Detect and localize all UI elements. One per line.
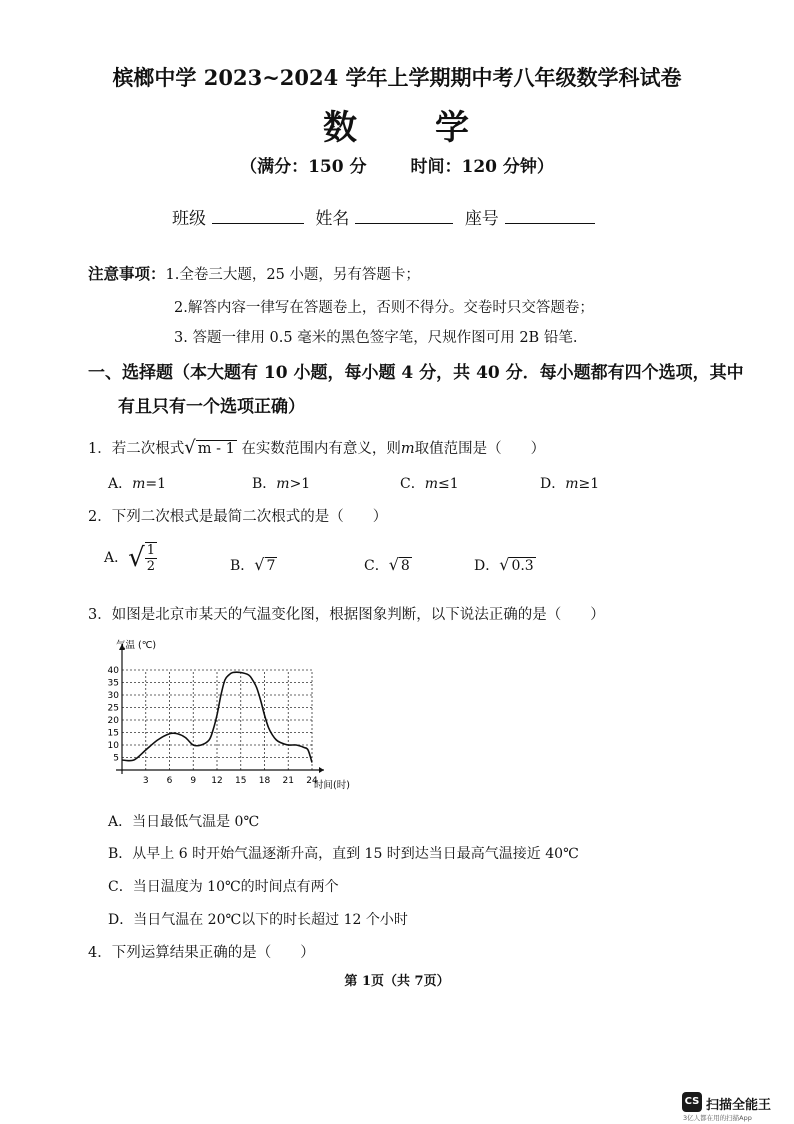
q1-radical: m - 1 — [197, 441, 235, 457]
y-tick-label: 20 — [107, 716, 119, 726]
x-tick-label: 18 — [258, 776, 271, 786]
x-tick-label: 9 — [190, 776, 197, 786]
y-tick-label: 30 — [107, 691, 119, 701]
temperature-chart — [96, 634, 376, 800]
x-tick-label: 12 — [211, 776, 223, 786]
q2-option-b: B．√ 7 — [230, 555, 276, 574]
x-tick-label: 21 — [282, 776, 294, 786]
q1-option-a: A．m=1 — [108, 476, 167, 492]
exam-title: 槟榔中学 2023~2024 学年上学期期中考八年级数学科试卷 — [112, 65, 682, 90]
q3-option-a: A．当日最低气温是 0℃ — [108, 814, 260, 830]
q3-option-b: B．从早上 6 时开始气温逐渐升高，直到 15 时到达当日最高气温接近 40℃ — [108, 846, 579, 862]
q1-option-b: B．m>1 — [252, 476, 311, 492]
student-info-fields — [172, 204, 601, 229]
y-tick-label: 35 — [107, 678, 119, 689]
scanner-logo: CS — [682, 1092, 702, 1112]
question-2: 2．下列二次根式是最简二次根式的是（ ） — [88, 509, 388, 525]
x-tick-label: 15 — [235, 776, 247, 786]
x-tick-label: 3 — [142, 776, 149, 786]
scanner-tagline: 3亿人都在用的扫描App — [683, 1114, 752, 1122]
y-axis-label: 气温 (℃) — [116, 640, 157, 651]
y-tick-label: 10 — [107, 741, 119, 751]
exam-meta — [0, 152, 794, 177]
scanner-name: 扫描全能王 — [706, 1098, 772, 1113]
y-tick-label: 25 — [107, 703, 119, 714]
notice-heading: 注意事项：1.全卷三大题，25 小题，另有答题卡； — [88, 264, 420, 283]
q1-option-c: C．m≤1 — [400, 476, 459, 492]
section-heading-cont: 有且只有一个选项正确） — [118, 397, 305, 417]
q2-option-c: C．√ 8 — [364, 555, 410, 574]
name-blank — [355, 209, 453, 224]
q3-option-c: C．当日温度为 10℃的时间点有两个 — [108, 879, 339, 895]
seat-label: 座号 — [464, 209, 499, 229]
seat-blank — [505, 209, 595, 224]
x-tick-label: 6 — [166, 776, 173, 786]
y-tick-label: 40 — [107, 666, 119, 676]
subject-title: 数 学 — [323, 108, 471, 148]
name-label: 姓名 — [315, 209, 350, 229]
q3-option-d: D．当日气温在 20℃以下的时长超过 12 个小时 — [108, 912, 408, 928]
q2-option-a: A．√ $\frac{1}{2}$ — [104, 543, 155, 574]
time-info: 时间：120 分钟） — [410, 157, 554, 177]
chart-grid — [122, 670, 312, 770]
notice-item-1: 1.全卷三大题，25 小题，另有答题卡； — [165, 267, 420, 283]
y-tick-label: 5 — [113, 753, 119, 764]
question-4: 4．下列运算结果正确的是（ ） — [88, 945, 315, 961]
question-1: 1．若二次根式√ m - 1 在实数范围内有意义，则m取值范围是（ ） — [88, 437, 546, 458]
q2-option-d: D．√ 0.3 — [474, 555, 534, 574]
page-footer: 第 1页（共 7页） — [344, 974, 450, 989]
q1-option-d: D．m≥1 — [540, 476, 600, 492]
section-heading: 一、选择题（本大题有 10 小题，每小题 4 分，共 40 分．每小题都有四个选项，其中 — [88, 363, 744, 383]
chart-axes — [116, 644, 324, 774]
class-label: 班级 — [172, 209, 206, 229]
notice-item-2: 2.解答内容一律写在答题卷上，否则不得分。交卷时只交答题卷； — [174, 300, 594, 316]
y-tick-label: 15 — [107, 728, 119, 739]
x-axis-arrow — [319, 767, 324, 773]
notice-item-3: 3. 答题一律用 0.5 毫米的黑色签字笔，尺规作图可用 2B 铅笔. — [174, 330, 578, 346]
chart-tick-labels — [108, 666, 318, 786]
score-info: （满分：150 分 — [240, 157, 367, 177]
x-axis-label: 时间(时) — [314, 780, 350, 791]
class-blank — [212, 209, 304, 224]
x-tick-label: 24 — [306, 776, 318, 786]
question-3: 3．如图是北京市某天的气温变化图，根据图象判断，以下说法正确的是（ ） — [88, 607, 605, 623]
